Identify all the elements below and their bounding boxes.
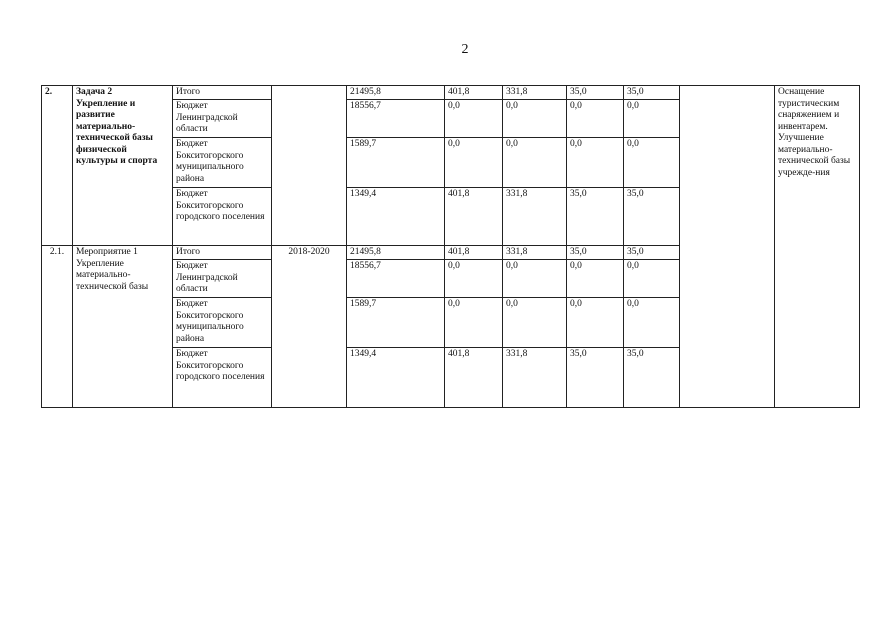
year3-value: 35,0	[567, 348, 624, 408]
year1-value: 401,8	[445, 246, 503, 260]
table-row	[42, 86, 860, 100]
total-value: 1589,7	[347, 298, 445, 348]
year4-value: 35,0	[624, 86, 680, 100]
funding-source: Бюджет Ленинградской области	[173, 100, 272, 138]
funding-source: Бюджет Бокситогорского городского поселения	[173, 348, 272, 408]
total-value: 1349,4	[347, 188, 445, 246]
year1-value: 401,8	[445, 86, 503, 100]
program-table	[41, 85, 860, 408]
funding-source: Бюджет Бокситогорского муниципального района	[173, 298, 272, 348]
funding-source: Бюджет Ленинградской области	[173, 260, 272, 298]
task-number: 2.	[42, 86, 73, 246]
total-value: 1349,4	[347, 348, 445, 408]
total-value: 18556,7	[347, 260, 445, 298]
year3-value: 0,0	[567, 260, 624, 298]
year1-value: 0,0	[445, 138, 503, 188]
measure-number: 2.1.	[42, 246, 73, 408]
year4-value: 35,0	[624, 188, 680, 246]
total-value: 1589,7	[347, 138, 445, 188]
funding-source: Бюджет Бокситогорского муниципального района	[173, 138, 272, 188]
year4-value: 35,0	[624, 246, 680, 260]
year3-value: 35,0	[567, 188, 624, 246]
empty-cell	[680, 86, 775, 408]
year2-value: 0,0	[503, 138, 567, 188]
year4-value: 0,0	[624, 138, 680, 188]
task-description: Укрепление и развитие материально-технической базы физической культуры и спорта	[76, 98, 158, 166]
total-value: 21495,8	[347, 86, 445, 100]
year4-value: 0,0	[624, 260, 680, 298]
funding-source: Итого	[173, 246, 272, 260]
year2-value: 0,0	[503, 100, 567, 138]
page-number: 2	[461, 42, 469, 57]
funding-source: Бюджет Бокситогорского городского поселения	[173, 188, 272, 246]
year1-value: 401,8	[445, 188, 503, 246]
task-title: Задача 2	[76, 87, 113, 97]
measure-period: 2018-2020	[272, 246, 347, 408]
year1-value: 401,8	[445, 348, 503, 408]
funding-source: Итого	[173, 86, 272, 100]
year1-value: 0,0	[445, 298, 503, 348]
year1-value: 0,0	[445, 100, 503, 138]
year2-value: 331,8	[503, 188, 567, 246]
total-value: 21495,8	[347, 246, 445, 260]
year3-value: 35,0	[567, 86, 624, 100]
year2-value: 0,0	[503, 298, 567, 348]
year2-value: 331,8	[503, 86, 567, 100]
year4-value: 0,0	[624, 100, 680, 138]
year2-value: 0,0	[503, 260, 567, 298]
total-value: 18556,7	[347, 100, 445, 138]
year4-value: 0,0	[624, 298, 680, 348]
year3-value: 0,0	[567, 138, 624, 188]
year2-value: 331,8	[503, 246, 567, 260]
year4-value: 35,0	[624, 348, 680, 408]
task-name	[73, 86, 173, 246]
expected-result: Оснащение туристическим снаряжением и инвентарем. Улучшение материально-технической базы учрежде-ния	[775, 86, 860, 408]
year1-value: 0,0	[445, 260, 503, 298]
year2-value: 331,8	[503, 348, 567, 408]
task-period	[272, 86, 347, 246]
year3-value: 35,0	[567, 246, 624, 260]
year3-value: 0,0	[567, 298, 624, 348]
measure-name: Мероприятие 1 Укрепление материально-технической базы	[73, 246, 173, 408]
year3-value: 0,0	[567, 100, 624, 138]
